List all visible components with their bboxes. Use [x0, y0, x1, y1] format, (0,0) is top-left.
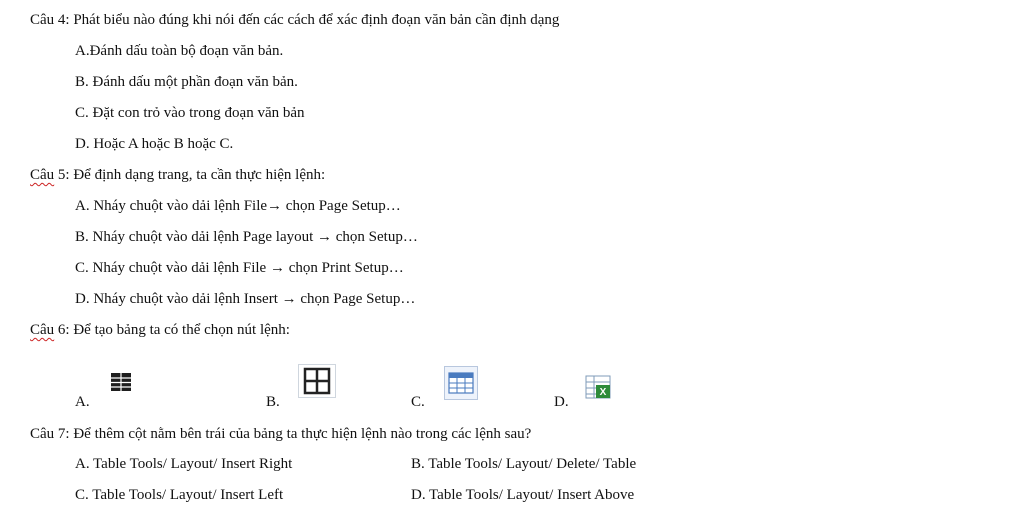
q4-option-a: A.Đánh dấu toàn bộ đoạn văn bản. [75, 43, 284, 59]
q7-option-b: B. Table Tools/ Layout/ Delete/ Table [411, 456, 637, 472]
q6-option-b: B. [266, 394, 280, 410]
svg-text:X: X [599, 387, 607, 398]
q5-text: 5: Để định dạng trang, ta cần thực hiện lệnh: [54, 167, 326, 183]
q5-option-a: A. Nháy chuột vào dải lệnh File→ chọn Page Setup… [75, 198, 401, 214]
q4-option-b: B. Đánh dấu một phần đoạn văn bản. [75, 74, 298, 90]
q4-option-c: C. Đặt con trỏ vào trong đoạn văn bản [75, 105, 305, 121]
q5-option-d: D. Nháy chuột vào dải lệnh Insert → chọn Page Setup… [75, 291, 416, 307]
q5-option-b: B. Nháy chuột vào dải lệnh Page layout → chọn Setup… [75, 229, 418, 245]
excel-table-icon [584, 374, 614, 404]
q7-option-c: C. Table Tools/ Layout/ Insert Left [75, 487, 284, 503]
q6-option-d: D. [554, 394, 569, 410]
q5-option-c: C. Nháy chuột vào dải lệnh File → chọn Print Setup… [75, 260, 404, 276]
q6-option-c: C. [411, 394, 425, 410]
table-grid-icon [298, 364, 336, 398]
question-4: Câu 4: Phát biểu nào đúng khi nói đến các cách để xác định đoạn văn bản cần định dạng [30, 12, 560, 28]
question-7: Câu 7: Để thêm cột nằm bên trái của bảng ta thực hiện lệnh nào trong các lệnh sau? [30, 426, 532, 442]
question-6 [30, 320, 290, 340]
q4-option-d: D. Hoặc A hoặc B hoặc C. [75, 136, 234, 152]
question-5 [30, 165, 325, 185]
q7-option-d: D. Table Tools/ Layout/ Insert Above [411, 487, 635, 503]
q6-text: 6: Để tạo bảng ta có thể chọn nút lệnh: [54, 322, 290, 338]
q5-label: Câu [30, 167, 55, 183]
table-rows-icon [108, 370, 134, 394]
q6-label: Câu [30, 322, 55, 338]
q6-option-a: A. [75, 394, 90, 410]
insert-table-icon [444, 366, 478, 400]
q7-option-a: A. Table Tools/ Layout/ Insert Right [75, 456, 293, 472]
